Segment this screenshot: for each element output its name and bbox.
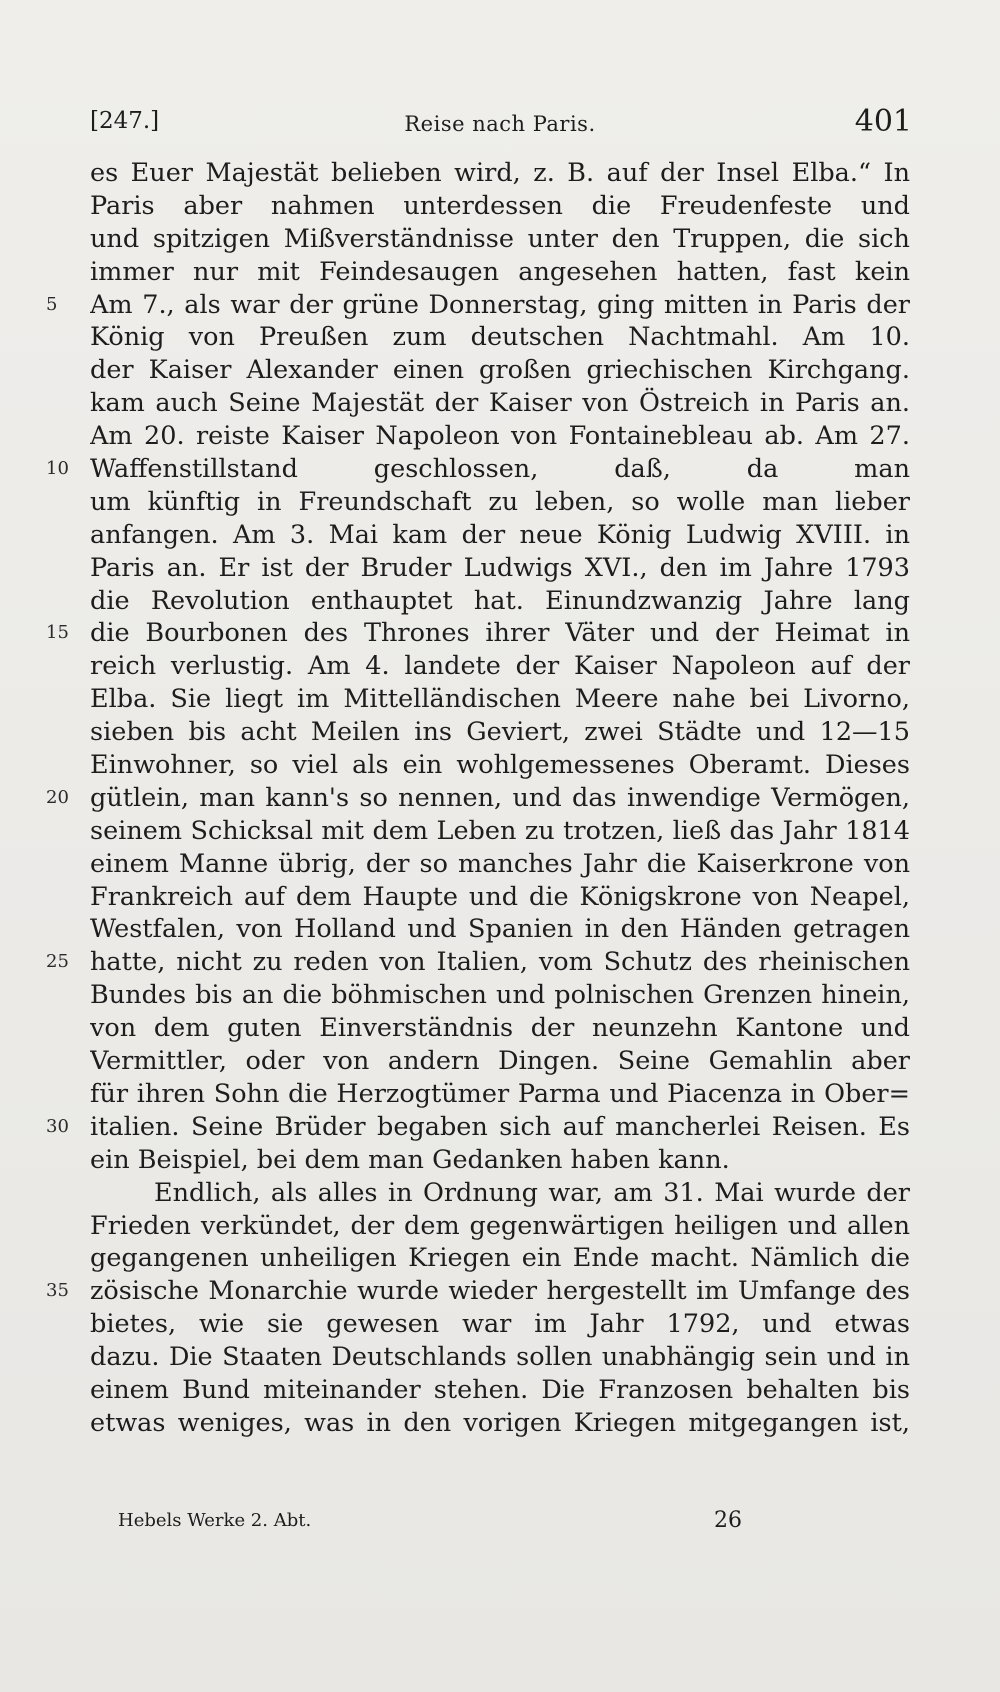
text-line	[90, 486, 910, 519]
line-text: für ihren Sohn die Herzogtümer Parma und Piacenza in Ober=	[90, 1078, 910, 1109]
line-number: 25	[46, 951, 69, 973]
line-text: es Euer Majestät belieben wird, z. B. auf der Insel Elba.“ In	[90, 158, 910, 188]
page-number: 401	[854, 104, 912, 139]
line-text: seinem Schicksal mit dem Leben zu trotzen, ließ das Jahr 1814	[90, 815, 910, 846]
text-line	[90, 815, 910, 848]
text-line	[90, 1242, 910, 1275]
line-text: Paris aber nahmen unterdessen die Freudenfeste und	[90, 190, 910, 221]
line-text: Frankreich auf dem Haupte und die Königskrone von Neapel,	[90, 881, 910, 912]
text-line	[90, 223, 910, 256]
text-line	[90, 1210, 910, 1243]
text-line	[90, 979, 910, 1012]
line-text: und spitzigen Mißverständnisse unter den Truppen, die sich	[90, 223, 910, 254]
text-line	[90, 256, 910, 289]
text-line	[90, 1045, 910, 1078]
text-line	[90, 1144, 910, 1177]
line-number: 5	[46, 293, 58, 315]
text-line	[46, 617, 910, 650]
line-text: Waffenstillstand geschlossen, daß, da man	[90, 454, 910, 485]
line-text: die Revolution enthauptet hat. Einundzwanzig Jahre lang	[90, 585, 910, 616]
text-line	[90, 1177, 910, 1210]
text-line	[90, 354, 910, 387]
line-text: anfangen. Am 3. Mai kam der neue König Ludwig XVIII. in	[90, 519, 910, 550]
line-text: Vermittler, oder von andern Dingen. Seine Gemahlin aber	[90, 1046, 910, 1077]
line-text: Am 7., als war der grüne Donnerstag, ging mitten in Paris der	[90, 289, 910, 320]
text-line	[46, 1111, 910, 1144]
line-text: italien. Seine Brüder begaben sich auf mancherlei Reisen. Es	[90, 1111, 910, 1142]
text-line	[90, 913, 910, 946]
text-line	[90, 552, 910, 585]
line-text: einem Manne übrig, der so manches Jahr die Kaiserkrone von	[90, 848, 910, 879]
line-text: kam auch Seine Majestät der Kaiser von Östreich in Paris an.	[90, 388, 910, 419]
line-number: 20	[46, 786, 69, 808]
line-number: 35	[46, 1280, 69, 1302]
running-title: Reise nach Paris.	[404, 112, 596, 136]
text-line	[90, 519, 910, 552]
line-text: gütlein, man kann's so nennen, und das inwendige Vermögen,	[90, 782, 910, 813]
text-line	[90, 1374, 910, 1407]
line-text: Endlich, als alles in Ordnung war, am 31. Mai wurde der	[154, 1177, 910, 1208]
line-text: gegangenen unheiligen Kriegen ein Ende macht. Nämlich die	[90, 1243, 910, 1274]
line-text: immer nur mit Feindesaugen angesehen hatten, fast kein	[90, 256, 910, 287]
text-line	[46, 289, 910, 322]
text-line	[90, 683, 910, 716]
line-text: Einwohner, so viel als ein wohlgemessenes Oberamt. Dieses	[90, 750, 910, 781]
text-line	[90, 420, 910, 453]
text-line	[90, 1012, 910, 1045]
page-header	[90, 104, 910, 144]
line-text: dazu. Die Staaten Deutschlands sollen unabhängig sein und in	[90, 1342, 910, 1373]
line-number: 15	[46, 622, 69, 644]
line-text: etwas weniges, was in den vorigen Kriegen mitgegangen ist,	[90, 1407, 910, 1438]
line-text: einem Bund miteinander stehen. Die Franzosen behalten bis	[90, 1374, 910, 1405]
line-text: die Bourbonen des Thrones ihrer Väter und der Heimat in	[90, 618, 910, 649]
line-text: Elba. Sie liegt im Mittelländischen Meere nahe bei Livorno,	[90, 684, 910, 715]
text-line	[46, 453, 910, 486]
text-line	[90, 387, 910, 420]
line-text: hatte, nicht zu reden von Italien, vom Schutz des rheinischen	[90, 947, 910, 978]
line-text: der Kaiser Alexander einen großen griechischen Kirchgang.	[90, 355, 910, 386]
line-text: um künftig in Freundschaft zu leben, so wolle man lieber	[90, 486, 910, 517]
line-text: Bundes bis an die böhmischen und polnischen Grenzen hinein,	[90, 980, 910, 1011]
line-text: Am 20. reiste Kaiser Napoleon von Fontainebleau ab. Am 27.	[90, 421, 910, 452]
bracket-page-number: [247.]	[90, 108, 160, 134]
page-footer	[118, 1510, 818, 1540]
text-line	[90, 1341, 910, 1374]
line-text: ein Beispiel, bei dem man Gedanken haben kann.	[90, 1144, 730, 1175]
body-text	[46, 157, 910, 1440]
text-line	[90, 321, 910, 354]
text-line	[46, 782, 910, 815]
line-text: König von Preußen zum deutschen Nachtmahl. Am 10.	[90, 322, 910, 353]
text-line	[90, 881, 910, 914]
sheet-number: 26	[714, 1508, 742, 1533]
text-line	[90, 1078, 910, 1111]
line-text: sieben bis acht Meilen ins Geviert, zwei Städte und 12—15	[90, 717, 910, 748]
text-line	[90, 848, 910, 881]
text-line	[46, 946, 910, 979]
line-text: von dem guten Einverständnis der neunzehn Kantone und	[90, 1013, 910, 1044]
text-line	[90, 1407, 910, 1440]
signature-mark: Hebels Werke 2. Abt.	[118, 1510, 312, 1531]
line-text: zösische Monarchie wurde wieder hergestellt im Umfange des	[90, 1276, 910, 1307]
text-line	[90, 749, 910, 782]
text-line	[90, 650, 910, 683]
text-line	[90, 1308, 910, 1341]
text-line	[90, 716, 910, 749]
line-text: bietes, wie sie gewesen war im Jahr 1792, und etwas	[90, 1309, 910, 1340]
line-text: Westfalen, von Holland und Spanien in den Händen getragen	[90, 914, 910, 945]
text-line	[90, 585, 910, 618]
line-text: Paris an. Er ist der Bruder Ludwigs XVI., den im Jahre 1793	[90, 552, 910, 583]
line-number: 30	[46, 1115, 69, 1137]
text-line	[46, 1275, 910, 1308]
line-text: Frieden verkündet, der dem gegenwärtigen heiligen und allen	[90, 1210, 910, 1241]
text-line	[90, 190, 910, 223]
line-text: reich verlustig. Am 4. landete der Kaiser Napoleon auf der	[90, 651, 910, 682]
line-number: 10	[46, 458, 69, 480]
text-line	[90, 157, 910, 190]
